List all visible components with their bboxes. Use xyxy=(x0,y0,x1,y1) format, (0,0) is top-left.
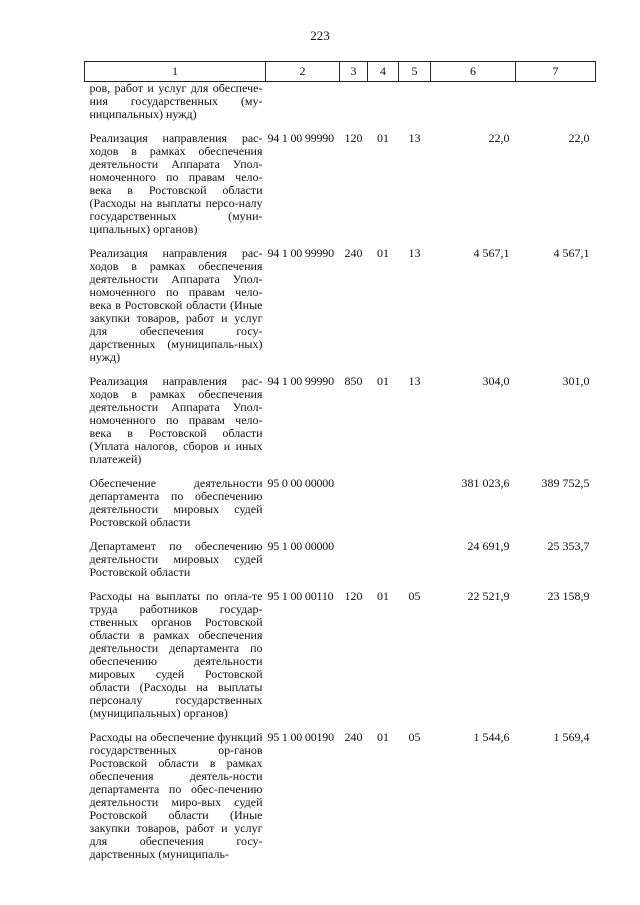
row-expense-type: 850 xyxy=(344,374,363,388)
row-target-code: 94 1 00 99990 xyxy=(267,131,334,145)
row-target-code: 94 1 00 99990 xyxy=(267,374,334,388)
row-expense-type: 240 xyxy=(344,246,363,260)
row-expense-type: 120 xyxy=(344,131,363,145)
table-row xyxy=(85,590,596,731)
row-subsection: 05 xyxy=(408,730,421,744)
row-amount-1: 22,0 xyxy=(488,131,510,145)
table-row xyxy=(85,731,596,861)
row-section: 01 xyxy=(377,131,389,145)
row-amount-2: 389 752,5 xyxy=(541,476,590,490)
row-amount-2: 1 569,4 xyxy=(553,730,590,744)
row-section: 01 xyxy=(377,246,389,260)
row-expense-type xyxy=(340,477,368,540)
row-amount-1: 381 023,6 xyxy=(461,476,510,490)
page-number: 223 xyxy=(310,28,330,43)
table-row xyxy=(85,375,596,477)
row-description: Реализация направления рас-ходов в рамках обеспечения деятельности Аппарата Упол-номоченного по правам чело-века в Ростовской области (Расходы на выплаты персо-налу государственных (муни-ципальных) органов) xyxy=(89,131,263,236)
row-amount-1 xyxy=(431,82,516,133)
row-subsection: 13 xyxy=(408,374,421,388)
row-description: Обеспечение деятельности департамента по обеспечению деятельности мировых судей Ростовской области xyxy=(89,476,263,529)
row-amount-1: 24 691,9 xyxy=(467,539,510,553)
row-description: ров, работ и услуг для обеспече-ния государственных (му-ниципальных) нужд) xyxy=(89,81,263,121)
row-target-code: 94 1 00 99990 xyxy=(267,246,334,260)
row-expense-type xyxy=(340,540,368,590)
row-expense-type xyxy=(340,82,368,133)
table-row xyxy=(85,477,596,540)
row-target-code xyxy=(266,82,340,133)
row-amount-2 xyxy=(516,82,596,133)
row-description: Реализация направления рас-ходов в рамках обеспечения деятельности Аппарата Упол-номоченного по правам чело-века в Ростовской области (Иные закупки товаров, работ и услуг для обеспечения госу-дарственных (муниципаль-ных) нужд) xyxy=(89,246,263,364)
row-amount-1: 1 544,6 xyxy=(473,730,510,744)
header-col-1: 1 xyxy=(85,62,266,82)
row-subsection xyxy=(399,477,431,540)
row-description: Реализация направления рас-ходов в рамках обеспечения деятельности Аппарата Упол-номоченного по правам чело-века в Ростовской области (Уплата налогов, сборов и иных платежей) xyxy=(89,374,263,466)
row-section xyxy=(368,477,399,540)
row-expense-type: 120 xyxy=(344,589,363,603)
row-subsection: 13 xyxy=(408,131,421,145)
row-subsection: 13 xyxy=(408,246,421,260)
header-col-5: 5 xyxy=(399,62,431,82)
row-subsection: 05 xyxy=(408,589,421,603)
row-description: Департамент по обеспечению деятельности мировых судей Ростовской области xyxy=(89,539,263,579)
row-amount-1: 4 567,1 xyxy=(473,246,510,260)
table-row xyxy=(85,247,596,375)
row-expense-type: 240 xyxy=(344,730,363,744)
header-col-6: 6 xyxy=(431,62,516,82)
header-col-7: 7 xyxy=(516,62,596,82)
table-row xyxy=(85,82,596,133)
row-section xyxy=(368,82,399,133)
header-col-3: 3 xyxy=(340,62,368,82)
row-amount-2: 23 158,9 xyxy=(547,589,590,603)
row-section: 01 xyxy=(377,730,389,744)
row-subsection xyxy=(399,540,431,590)
row-target-code: 95 0 00 00000 xyxy=(267,476,334,490)
row-target-code: 95 1 00 00190 xyxy=(267,730,334,744)
header-col-2: 2 xyxy=(266,62,340,82)
row-subsection xyxy=(399,82,431,133)
row-amount-2: 4 567,1 xyxy=(553,246,590,260)
row-target-code: 95 1 00 00110 xyxy=(267,589,334,603)
row-amount-2: 25 353,7 xyxy=(547,539,590,553)
row-section xyxy=(368,540,399,590)
row-target-code: 95 1 00 00000 xyxy=(267,539,334,553)
row-description: Расходы на выплаты по опла-те труда работников государ-ственных органов Ростовской области в рамках обеспечения деятельности департамента по обеспечению деятельности мировых судей Ростовской области (Расходы на выплаты персоналу государственных (муниципальных) органов) xyxy=(89,589,263,720)
table-header-row xyxy=(85,62,596,82)
row-amount-1: 304,0 xyxy=(482,374,510,388)
table-row xyxy=(85,540,596,590)
budget-table xyxy=(84,61,596,861)
row-amount-1: 22 521,9 xyxy=(467,589,510,603)
row-section: 01 xyxy=(377,589,389,603)
row-section: 01 xyxy=(377,374,389,388)
row-amount-2: 22,0 xyxy=(568,131,590,145)
table-row xyxy=(85,132,596,247)
row-amount-2: 301,0 xyxy=(562,374,590,388)
row-description: Расходы на обеспечение функций государственных ор-ганов Ростовской области в рамках обеспечения деятель-ности департамента по обес-печению деятельности миро-вых судей Ростовской области (Иные закупки товаров, работ и услуг для обеспечения госу-дарственных (муниципаль- xyxy=(89,730,263,861)
header-col-4: 4 xyxy=(368,62,399,82)
